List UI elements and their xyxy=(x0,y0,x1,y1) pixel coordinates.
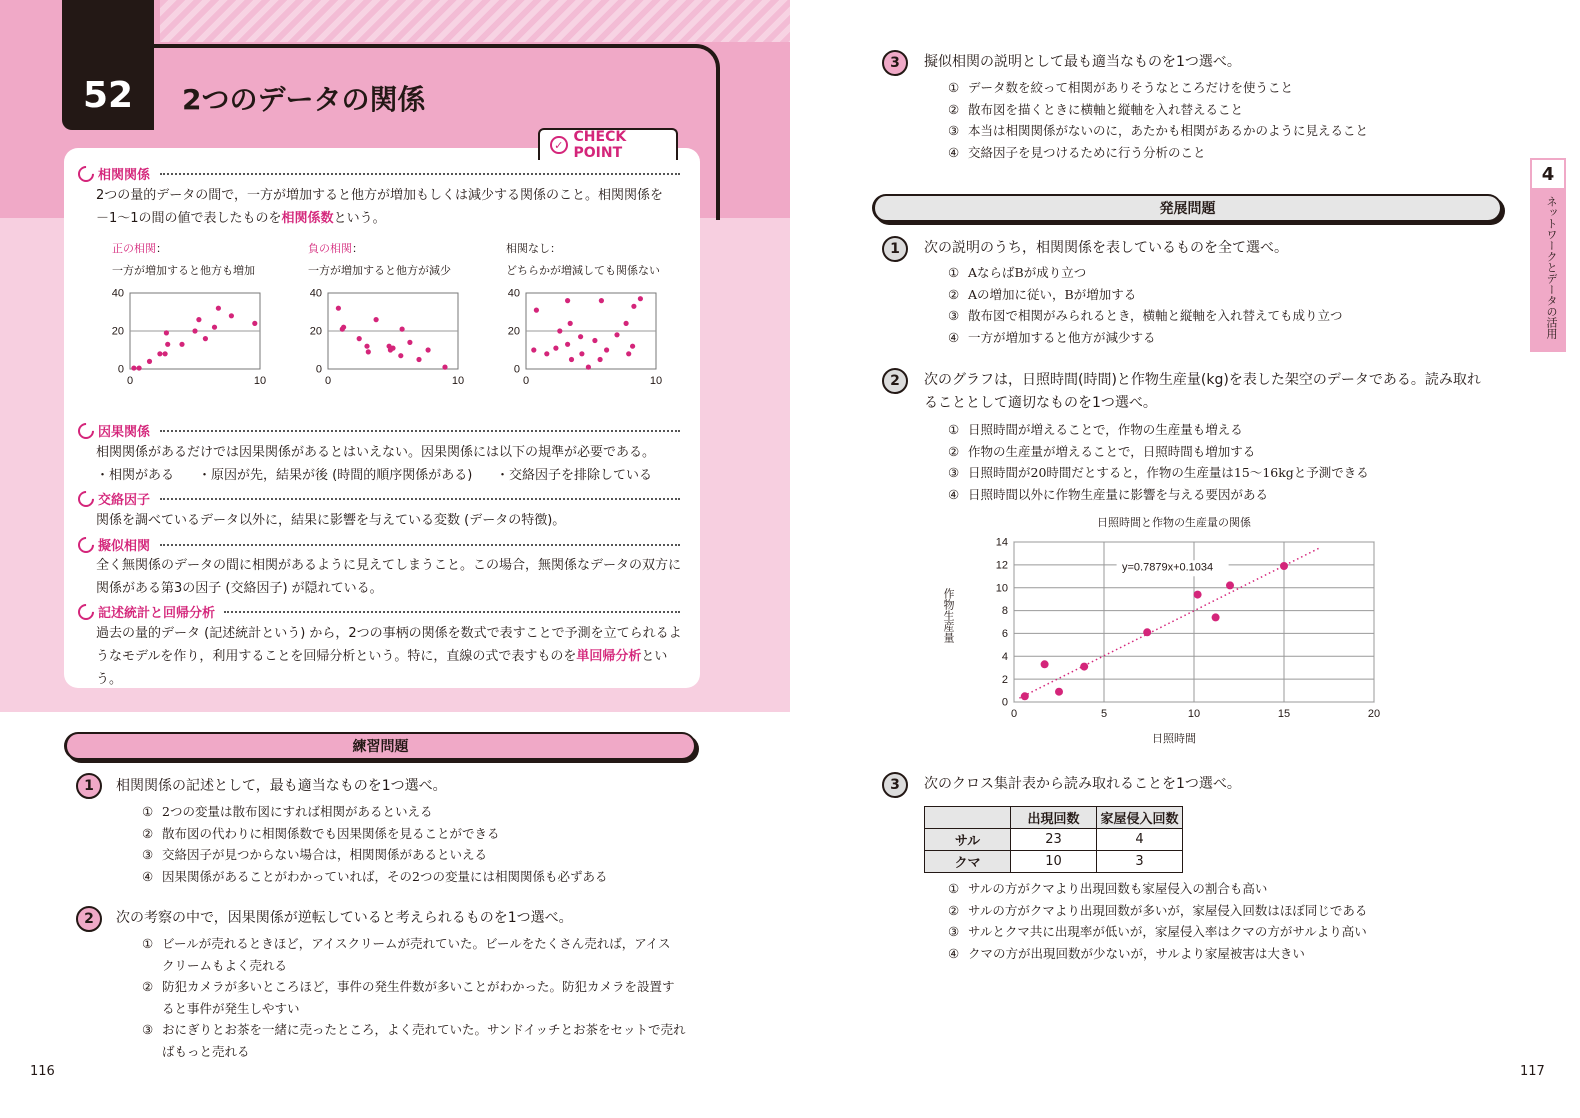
spurious-text: 全く無関係のデータの間に相関があるように見えてしまうこと。この場合，無関係なデータの双方に 関係がある第3の因子 (交絡因子) が隠れている。 xyxy=(96,558,682,596)
data-point xyxy=(252,321,257,326)
confounder-text: 関係を調べているデータ以外に，結果に影響を与えている変数 (データの特徴)。 xyxy=(96,513,566,528)
option-list: ① データ数を絞って相関がありそうなところだけを使うこと ② 散布図を描くときに横軸と縦軸を入れ替えること ③ 本当は相関関係がないのに，あたかも相関があるかのように見えること ④ 交絡因子を見つけるために行う分析のこと xyxy=(948,80,1369,160)
x-tick-label: 20 xyxy=(1367,708,1381,720)
data-point xyxy=(1021,692,1029,700)
heading-causal: 因果関係 xyxy=(78,421,150,440)
data-point xyxy=(1143,628,1151,636)
table-header-cell: 出現回数 xyxy=(1011,807,1097,829)
data-point xyxy=(1212,613,1220,621)
data-point xyxy=(565,342,570,347)
question-text: 次のグラフは，日照時間(時間)と作物生産量(kg)を表した架空のデータである。読み取れ ることとして適切なものを1つ選べ。 xyxy=(924,372,1481,411)
data-point xyxy=(624,321,629,326)
data-point xyxy=(565,298,570,303)
data-point xyxy=(630,344,635,349)
data-point xyxy=(366,349,371,354)
data-point xyxy=(568,321,573,326)
y-tick-label: 0 xyxy=(1001,696,1008,709)
y-tick-label: 20 xyxy=(309,325,322,338)
data-point xyxy=(374,317,379,322)
data-point xyxy=(390,346,395,351)
chart-title: 日照時間と作物の生産量の関係 xyxy=(1097,517,1251,529)
data-point xyxy=(599,298,604,303)
data-point xyxy=(531,347,536,352)
question-number: 2 xyxy=(76,906,102,932)
x-tick-label: 15 xyxy=(1277,708,1291,720)
question-text: 擬似相関の説明として最も適当なものを1つ選べ。 xyxy=(924,54,1241,70)
data-point xyxy=(578,334,583,339)
data-point xyxy=(569,357,574,362)
scatter-negative xyxy=(298,284,474,392)
table-row xyxy=(925,851,1183,873)
data-point xyxy=(229,313,234,318)
data-point xyxy=(598,357,603,362)
dotted-rule xyxy=(160,430,680,432)
data-point xyxy=(604,347,609,352)
data-point xyxy=(216,306,221,311)
data-point xyxy=(212,325,217,330)
question-number: 3 xyxy=(882,50,908,76)
data-point xyxy=(398,353,403,358)
question-text: 次の説明のうち，相関関係を表しているものを全て選べ。 xyxy=(924,240,1288,256)
header-stripes xyxy=(160,0,790,42)
mini-label-none: 相関なし： どちらかが増減しても関係ない xyxy=(506,242,660,277)
option-list: ① ビールが売れるときほど，アイスクリームが売れていた。ビールをたくさん売れば，アイス クリームもよく売れる ② 防犯カメラが多いところほど，事件の発生件数が多いことがわかった。防犯カメラを設置す ると事件が発生しやすい ③ おにぎりとお茶を一緒に売ったところ，よく売れていた。サンドイッチとお茶をセットで売れ ばもっと売れる xyxy=(142,936,686,1059)
dotted-rule xyxy=(160,173,680,175)
side-tab-number: 4 xyxy=(1530,158,1566,190)
data-point xyxy=(592,338,597,343)
table-row xyxy=(925,829,1183,851)
correlation-text: 2つの量的データの間で，一方が増加すると他方が増加もしくは減少する関係のこと。相関関係を －1～1の間の値で表したものを相関係数という。 xyxy=(96,188,664,226)
trendline-equation: y=0.7879x+0.1034 xyxy=(1122,561,1214,574)
x-tick-label: 10 xyxy=(253,375,267,387)
data-point xyxy=(157,351,162,356)
y-tick-label: 4 xyxy=(1001,650,1008,663)
data-point xyxy=(631,304,636,309)
ring-icon xyxy=(75,600,98,623)
ring-icon xyxy=(75,533,98,556)
dotted-rule xyxy=(160,544,680,546)
y-tick-label: 2 xyxy=(1001,673,1008,686)
check-icon: ✓ xyxy=(550,136,568,154)
ring-icon xyxy=(75,162,98,185)
y-tick-label: 6 xyxy=(1001,628,1008,641)
advanced-title: 発展問題 xyxy=(872,194,1502,222)
table-cell: サル xyxy=(925,829,1011,851)
y-tick-label: 40 xyxy=(111,287,124,300)
header-frame-right xyxy=(716,120,720,220)
y-tick-label: 0 xyxy=(513,363,520,376)
data-point xyxy=(1041,660,1049,668)
data-point xyxy=(137,365,142,370)
question-number: 2 xyxy=(882,368,908,394)
data-point xyxy=(614,332,619,337)
data-point xyxy=(147,359,152,364)
option-list: ① AならばBが成り立つ ② Aの増加に従い，Bが増加する ③ 散布図で相関がみられるとき，横軸と縦軸を入れ替えても成り立つ ④ 一方が増加すると他方が減少する xyxy=(948,265,1343,345)
side-tab-text: ネットワークとデータの活用 xyxy=(1545,196,1558,339)
option-list: ① 日照時間が増えることで，作物の生産量も増える ② 作物の生産量が増えることで，日照時間も増加する ③ 日照時間が20時間だとすると，作物の生産量は15～16kgと予測できる ④ 日照時間以外に作物生産量に影響を与える要因がある xyxy=(948,422,1369,502)
data-point xyxy=(553,346,558,351)
right-page xyxy=(790,0,1580,1118)
scatter-positive xyxy=(100,284,276,392)
checkpoint-label: CHECK POINT xyxy=(573,129,627,161)
data-point xyxy=(544,351,549,356)
data-point xyxy=(1080,663,1088,671)
data-point xyxy=(1055,688,1063,696)
y-tick-label: 40 xyxy=(309,287,322,300)
option-list: ① サルの方がクマより出現回数も家屋侵入の割合も高い ② サルの方がクマより出現回数が多いが，家屋侵入回数はほぼ同じである ③ サルとクマ共に出現率が低いが，家屋侵入率はクマの方がサルより高い ④ クマの方が出現回数が少ないが，サルより家屋被害は大きい xyxy=(948,881,1368,961)
y-axis-label: 作物生産量 xyxy=(942,588,954,643)
data-point xyxy=(340,327,345,332)
checkpoint-tab xyxy=(538,128,678,160)
dotted-rule xyxy=(160,498,680,500)
data-point xyxy=(534,308,539,313)
data-point xyxy=(336,306,341,311)
data-point xyxy=(638,296,643,301)
data-point xyxy=(364,344,369,349)
question-number: 1 xyxy=(76,773,102,799)
y-tick-label: 8 xyxy=(1001,605,1008,618)
data-point xyxy=(163,351,168,356)
data-point xyxy=(196,317,201,322)
scatter-none xyxy=(496,284,672,392)
data-point xyxy=(400,327,405,332)
mini-label-negative: 負の相関： 一方が増加すると他方が減少 xyxy=(308,242,451,277)
data-point xyxy=(131,365,136,370)
page-number-left: 116 xyxy=(30,1064,55,1079)
option-list: ① 2つの変量は散布図にすれば相関があるといえる ② 散布図の代わりに相関係数でも因果関係を見ることができる ③ 交絡因子が見つからない場合は，相関関係があるといえる ④ 因果関係があることがわかっていれば，その2つの変量には相関関係も必ずある xyxy=(142,804,608,884)
table-header-cell: 家屋侵入回数 xyxy=(1097,807,1183,829)
table-cell: 4 xyxy=(1097,829,1183,851)
y-tick-label: 20 xyxy=(111,325,124,338)
y-tick-label: 0 xyxy=(315,363,322,376)
x-tick-label: 10 xyxy=(649,375,663,387)
table-cell: 3 xyxy=(1097,851,1183,873)
data-point xyxy=(1280,562,1288,570)
question-text: 次のクロス集計表から読み取れることを1つ選べ。 xyxy=(924,776,1241,792)
table-header-cell xyxy=(925,807,1011,829)
ring-icon xyxy=(75,487,98,510)
data-point xyxy=(1226,581,1234,589)
data-point xyxy=(357,336,362,341)
data-point xyxy=(192,328,197,333)
question-number: 1 xyxy=(882,236,908,262)
x-tick-label: 0 xyxy=(1010,708,1018,720)
causal-text: 相関関係があるだけでは因果関係があるとはいえない。因果関係には以下の規準が必要である。 ・相関がある ・原因が先，結果が後 (時間的順序関係がある) ・交絡因子を排除している xyxy=(96,445,656,483)
data-point xyxy=(1194,591,1202,599)
data-point xyxy=(557,328,562,333)
question-number: 3 xyxy=(882,772,908,798)
data-point xyxy=(442,365,447,370)
x-tick-label: 10 xyxy=(1187,708,1201,720)
data-point xyxy=(179,342,184,347)
heading-confounder: 交絡因子 xyxy=(78,489,150,508)
regression-text: 過去の量的データ (記述統計という) から，2つの事柄の関係を数式で表すことで予測を立てられるよ うなモデルを作り，利用することを回帰分析という。特に，直線の式で表すものを単回帰分析という。 xyxy=(96,626,682,687)
table-cell: 23 xyxy=(1011,829,1097,851)
ring-icon xyxy=(75,419,98,442)
table-cell: クマ xyxy=(925,851,1011,873)
y-tick-label: 14 xyxy=(995,536,1008,549)
chapter-number: 52 xyxy=(62,0,154,130)
table-header-row xyxy=(925,807,1183,829)
x-tick-label: 0 xyxy=(324,375,332,387)
dotted-rule xyxy=(224,611,680,613)
x-tick-label: 0 xyxy=(522,375,530,387)
page-number-right: 117 xyxy=(1520,1064,1545,1079)
data-point xyxy=(164,330,169,335)
chapter-title: 2つのデータの関係 xyxy=(182,83,426,116)
x-tick-label: 5 xyxy=(1100,708,1108,720)
heading-spurious: 擬似相関 xyxy=(78,535,150,554)
y-tick-label: 0 xyxy=(117,363,124,376)
mini-label-positive: 正の相関： 一方が増加すると他方も増加 xyxy=(112,242,255,277)
table-cell: 10 xyxy=(1011,851,1097,873)
question-text: 相関関係の記述として，最も適当なものを1つ選べ。 xyxy=(116,778,447,794)
data-point xyxy=(416,357,421,362)
data-point xyxy=(407,340,412,345)
y-tick-label: 12 xyxy=(995,559,1008,572)
data-point xyxy=(165,342,170,347)
data-point xyxy=(426,347,431,352)
practice-title: 練習問題 xyxy=(64,732,696,760)
question-text: 次の考察の中で，因果関係が逆転していると考えられるものを1つ選べ。 xyxy=(116,910,573,926)
data-point xyxy=(579,351,584,356)
data-point xyxy=(626,351,631,356)
x-tick-label: 10 xyxy=(451,375,465,387)
data-point xyxy=(586,365,591,370)
y-tick-label: 40 xyxy=(507,287,520,300)
y-tick-label: 10 xyxy=(995,582,1008,595)
data-point xyxy=(203,336,208,341)
sunlight-yield-scatter xyxy=(940,510,1400,750)
x-axis-label: 日照時間 xyxy=(1152,733,1196,745)
x-tick-label: 0 xyxy=(126,375,134,387)
cross-table xyxy=(924,806,1183,873)
y-tick-label: 20 xyxy=(507,325,520,338)
heading-correlation: 相関関係 xyxy=(78,164,150,183)
heading-regression: 記述統計と回帰分析 xyxy=(78,602,215,621)
